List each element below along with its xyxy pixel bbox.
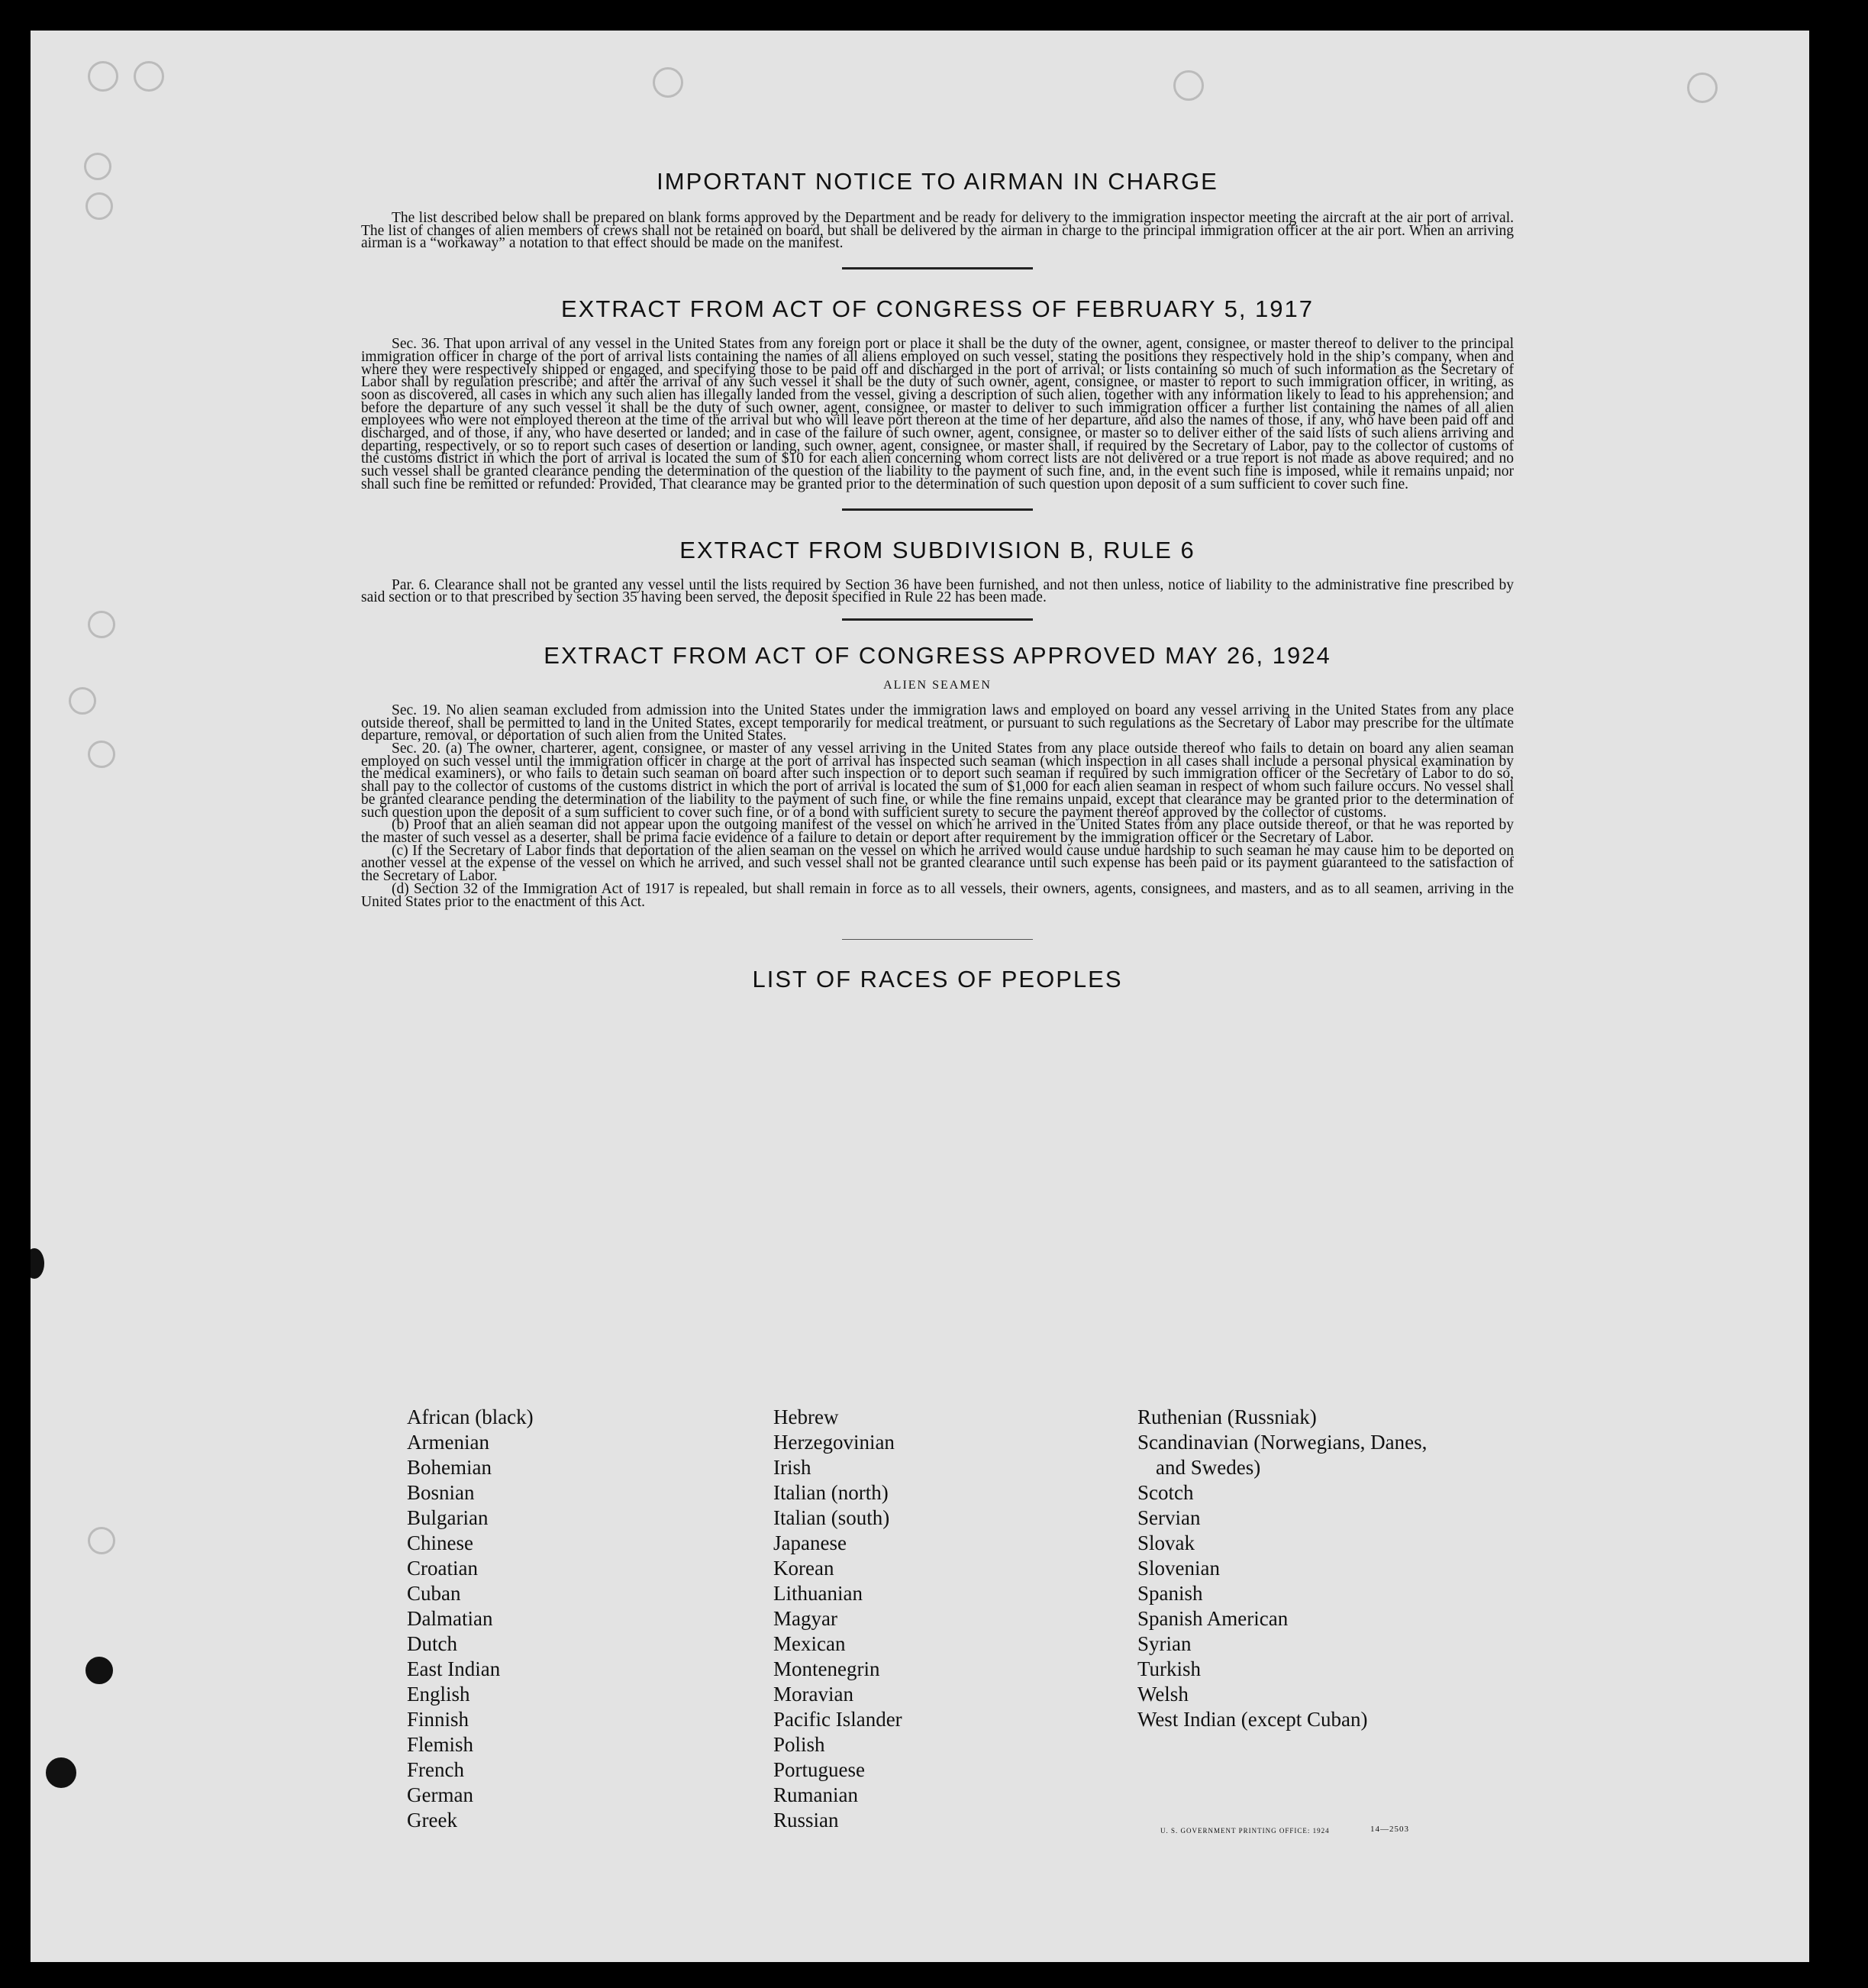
race-item: Croatian xyxy=(407,1557,478,1580)
punch-hole xyxy=(31,1248,44,1279)
race-item: Portuguese xyxy=(773,1758,865,1781)
race-item: Japanese xyxy=(773,1531,847,1554)
race-item: Welsh xyxy=(1137,1683,1189,1706)
race-item: Slovenian xyxy=(1137,1557,1220,1580)
races-column xyxy=(1137,1405,1427,1732)
race-item: Greek xyxy=(407,1809,457,1831)
punch-hole xyxy=(1687,73,1718,103)
divider xyxy=(842,939,1033,940)
race-item: Cuban xyxy=(407,1582,461,1605)
punch-hole xyxy=(88,611,115,638)
race-item: Slovak xyxy=(1137,1531,1195,1554)
punch-hole xyxy=(88,1527,115,1554)
notice-title: IMPORTANT NOTICE TO AIRMAN IN CHARGE xyxy=(657,168,1218,195)
race-item: Bulgarian xyxy=(407,1506,489,1529)
punch-hole xyxy=(84,153,111,180)
race-item: Korean xyxy=(773,1557,834,1580)
act-1917-title: EXTRACT FROM ACT OF CONGRESS OF FEBRUARY 5, 1917 xyxy=(560,295,1315,323)
race-item: Bosnian xyxy=(407,1481,475,1504)
act-1924-title: EXTRACT FROM ACT OF CONGRESS APPROVED MAY 26, 1924 xyxy=(544,641,1331,669)
punch-hole xyxy=(88,61,118,92)
race-item: Chinese xyxy=(407,1531,473,1554)
race-item: Scotch xyxy=(1137,1481,1194,1504)
document-page xyxy=(31,31,1809,1962)
race-item: Servian xyxy=(1137,1506,1201,1529)
document-body xyxy=(361,168,1514,993)
act-1924-paragraph: Sec. 20. (a) The owner, charterer, agent, consignee, or master of any vessel arriving in the United States from any place outside thereof who fails to detain on board any alien seaman employed on such vessel until the immigration officer in charge at the port of arrival has inspected such seaman (which inspection in all cases shall include a personal physical examination by the medical examiners), or who fails to detain such seaman on board after such inspection or to deport such seaman if required by such immigration officer or the Secretary of Labor to do so, shall pay to the collector of customs of the customs district in which the port of arrival is located the sum of $1,000 for each alien seaman in respect of whom such failure occurs. No vessel shall be granted clearance pending the determination of the liability to the payment of such fine, or while the fine remains unpaid, except that clearance may be granted prior to the determination of such question upon the deposit of a sum sufficient to cover such fine, or of a bond with sufficient surety to secure the payment thereof approved by the collector of customs. xyxy=(361,741,1514,821)
races-title: LIST OF RACES OF PEOPLES xyxy=(752,966,1123,993)
punch-hole xyxy=(653,67,683,98)
race-item: Turkish xyxy=(1137,1657,1202,1680)
notice-text: The list described below shall be prepared on blank forms approved by the Department and be ready for delivery to the immigration inspector meeting the aircraft at the air port of arrival. The list of changes of alien members of crews shall not be retained on board, but shall be delivered by the airman in charge to the principal immigration officer at the air port. When an arriving airman is a “workaway” a notation to that effect should be made on the manifest. xyxy=(361,210,1514,252)
race-item: and Swedes) xyxy=(1156,1456,1261,1479)
divider xyxy=(842,618,1033,621)
race-item: Moravian xyxy=(773,1683,853,1706)
divider xyxy=(842,508,1033,511)
race-item: Herzegovinian xyxy=(773,1431,895,1454)
punch-hole xyxy=(46,1757,76,1788)
race-item: East Indian xyxy=(407,1657,501,1680)
race-item: Dalmatian xyxy=(407,1607,493,1630)
race-item: Hebrew xyxy=(773,1405,839,1428)
race-item: Scandinavian (Norwegians, Danes, xyxy=(1137,1431,1428,1454)
race-item: Mexican xyxy=(773,1632,846,1655)
race-item: Spanish xyxy=(1137,1582,1203,1605)
race-item: Syrian xyxy=(1137,1632,1192,1655)
race-item: Bohemian xyxy=(407,1456,492,1479)
race-item: French xyxy=(407,1758,464,1781)
race-item: West Indian (except Cuban) xyxy=(1137,1708,1368,1731)
race-item: Italian (south) xyxy=(773,1506,890,1529)
punch-hole xyxy=(85,1657,113,1684)
race-item: Russian xyxy=(773,1809,839,1831)
race-item: Armenian xyxy=(407,1431,489,1454)
punch-hole xyxy=(85,192,113,220)
race-item: English xyxy=(407,1683,470,1706)
punch-hole xyxy=(1173,70,1204,101)
act-1917-text: Sec. 36. That upon arrival of any vessel in the United States from any foreign port or place it shall be the duty of the owner, agent, consignee, or master thereof to deliver to the principal immigration officer in charge of the port of arrival lists containing the names of all aliens employed on such vessel, stating the positions they respectively hold in the ship’s company, when and where they were respectively shipped or engaged, and specifying those to be paid off and discharged in the port of arrival; or lists containing so much of such information as the Secretary of Labor shall by regulation prescribe; and after the arrival of any such vessel it shall be the duty of such owner, agent, consignee, or master to report to such immigration officer, in writing, as soon as discovered, all cases in which any such alien has illegally landed from the vessel, giving a description of such alien, together with any information likely to lead to his apprehension; and before the departure of any such vessel it shall be the duty of such owner, agent, consignee, or master to deliver to such immigration officer a further list containing the names of all alien employees who were not employed thereon at the time of the arrival but who will leave port thereon at the time of her departure, and also the names of those, if any, who have been paid off and discharged, and of those, if any, who have deserted or landed; and in case of the failure of such owner, agent, consignee, or master so to deliver either of the said lists of such aliens arriving and departing, respectively, or so to report such cases of desertion or landing, such owner, agent, consignee, or master shall, if required by the Secretary of Labor, pay to the collector of customs of the customs district in which the port of arrival is located the sum of $10 for each alien concerning whom correct lists are not delivered or a true report is not made as above required; and no such vessel shall be granted clearance pending the determination of the question of the liability to the payment of such fine, and, in the event such fine is imposed, while it remains unpaid; nor shall such fine be remitted or refunded: Provided, That clearance may be granted prior to the determination of such question upon deposit of a sum sufficient to cover such fine. xyxy=(361,336,1514,492)
race-item: Italian (north) xyxy=(773,1481,889,1504)
race-item: Finnish xyxy=(407,1708,469,1731)
printer-imprint: U. S. GOVERNMENT PRINTING OFFICE: 1924 xyxy=(1160,1827,1330,1835)
act-1924-paragraph: (b) Proof that an alien seaman did not appear upon the outgoing manifest of the vessel on which he arrived in the United States from any place outside thereof, or that he was reported by the master of such vessel as a deserter, shall be prima facie evidence of a failure to detain or deport after requirement by the immigration officer or the Secretary of Labor. xyxy=(361,817,1514,846)
race-item: Irish xyxy=(773,1456,811,1479)
race-item: Spanish American xyxy=(1137,1607,1289,1630)
races-column xyxy=(407,1405,534,1833)
race-item: Flemish xyxy=(407,1733,474,1756)
race-item: Pacific Islander xyxy=(773,1708,902,1731)
race-item: Dutch xyxy=(407,1632,457,1655)
divider xyxy=(842,267,1033,269)
act-1924-subtitle: ALIEN SEAMEN xyxy=(883,678,992,692)
punch-hole xyxy=(69,687,96,715)
race-item: Magyar xyxy=(773,1607,837,1630)
punch-hole xyxy=(88,741,115,768)
act-1924-paragraph: Sec. 19. No alien seaman excluded from admission into the United States under the immigration laws and employed on board any vessel arriving in the United States from any place outside thereof, shall be permitted to land in the United States, except temporarily for medical treatment, or pursuant to such regulations as the Secretary of Labor may prescribe for the ultimate departure, removal, or deportation of such alien from the United States. xyxy=(361,702,1514,744)
race-item: Montenegrin xyxy=(773,1657,880,1680)
punch-hole xyxy=(134,61,164,92)
race-item: Rumanian xyxy=(773,1783,858,1806)
act-1924-paragraph: (c) If the Secretary of Labor finds that deportation of the alien seaman on the vessel on which he arrived would cause undue hardship to such seaman he may cause him to be deported on another vessel at the expense of the vessel on which he arrived, and such vessel shall not be granted clearance until such expense has been paid or its payment guaranteed to the satisfaction of the Secretary of Labor. xyxy=(361,842,1514,885)
form-number: 14—2503 xyxy=(1370,1825,1409,1834)
rule-6-title: EXTRACT FROM SUBDIVISION B, RULE 6 xyxy=(679,536,1195,563)
race-item: Polish xyxy=(773,1733,825,1756)
race-item: Ruthenian (Russniak) xyxy=(1137,1405,1317,1428)
act-1924-paragraph: (d) Section 32 of the Immigration Act of 1917 is repealed, but shall remain in force as to all vessels, their owners, agents, consignees, and masters, and as to all seamen, arriving in the United States prior to the enactment of this Act. xyxy=(361,880,1514,910)
rule-6-text: Par. 6. Clearance shall not be granted any vessel until the lists required by Section 36 have been furnished, and not then unless, notice of liability to the administrative fine prescribed by said section or to that prescribed by section 35 having been served, the deposit specified in Rule 22 has been made. xyxy=(361,576,1514,606)
race-item: German xyxy=(407,1783,473,1806)
races-column xyxy=(773,1405,902,1833)
race-item: Lithuanian xyxy=(773,1582,863,1605)
race-item: African (black) xyxy=(407,1405,534,1428)
